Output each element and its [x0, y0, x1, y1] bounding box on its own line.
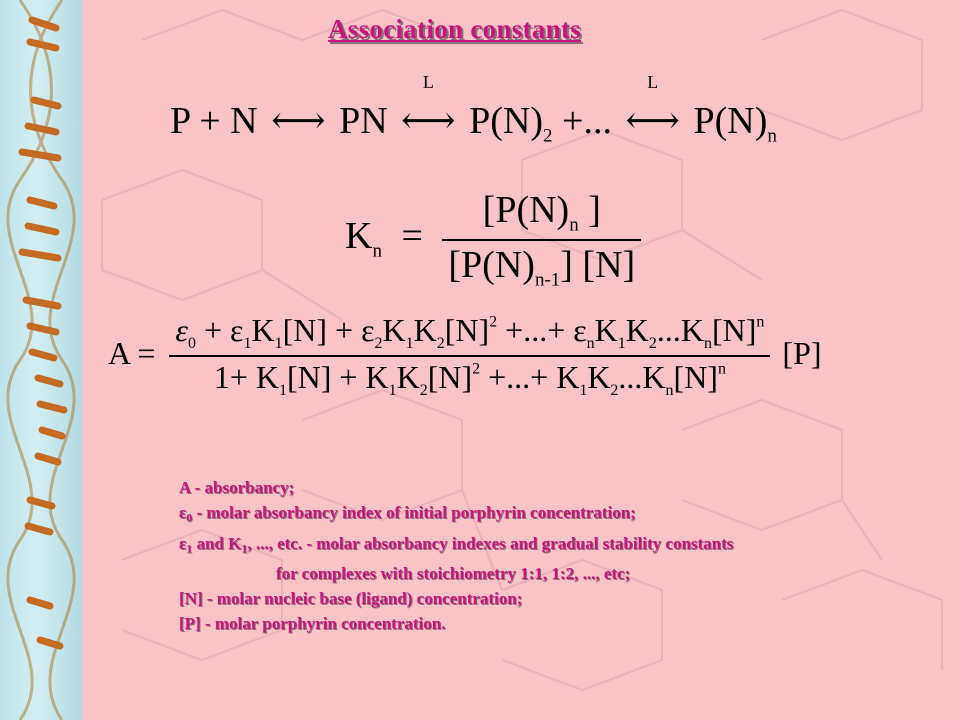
legend-line: [N] - molar nucleic base (ligand) concentration;: [179, 589, 523, 609]
arrow-label: L: [422, 72, 434, 92]
complex-pn2: $P(N)_2$: [469, 100, 553, 147]
kn-denominator: $[P(N)_{n-1}]$ [N]: [448, 243, 636, 291]
equals-sign: =: [401, 215, 423, 258]
kn-lhs: $K_n$: [345, 215, 382, 262]
legend-line: $\varepsilon_1$ and $K_1$, ..., etc. - molar absorbancy indexes and gradual stability constants: [179, 533, 734, 556]
dna-helix-icon: [0, 0, 82, 720]
double-arrow-icon: ⟷ L: [625, 72, 680, 142]
legend-line: A - absorbancy;: [179, 478, 295, 497]
kn-fraction: [442, 188, 641, 291]
fraction-bar: [169, 355, 770, 357]
fraction-bar: [442, 239, 641, 241]
a-lhs: A =: [108, 334, 156, 371]
complex-pn: PN: [339, 100, 388, 142]
complex-pnn: $P(N)_n$: [693, 100, 777, 147]
slide-title: Association constants: [328, 14, 582, 44]
absorbancy-equation: [108, 312, 822, 400]
double-arrow-icon: ⟷ L: [401, 72, 456, 142]
reactants: P + N: [170, 100, 258, 142]
legend-line: [P] - molar porphyrin concentration.: [179, 614, 446, 634]
legend-line: $\varepsilon_0$ - molar absorbancy index of initial porphyrin concentration;: [179, 503, 636, 525]
reaction-scheme: [170, 72, 777, 148]
symbol-legend: [179, 475, 733, 636]
dna-helix-decoration: [0, 0, 82, 720]
legend-line: for complexes with stoichiometry 1:1, 1:2, ..., etc;: [276, 564, 631, 584]
kn-equation: [345, 188, 641, 291]
a-fraction: [169, 312, 770, 400]
kn-numerator: [$P(N)_n$ ]: [482, 189, 601, 236]
plus-ellipsis: +...: [562, 100, 612, 142]
double-arrow-icon: ⟷: [271, 100, 326, 142]
a-numerator: $\varepsilon_0 + \varepsilon_1K_1[N] + \varepsilon_2K_1K_2[N]^2$ +...+ $\varepsilon_nK_1K_2...K_n[N]^n$: [175, 312, 765, 353]
arrow-label: L: [647, 72, 659, 92]
a-denominator: $1+ K_1[N] + K_1K_2[N]^2$ +...+ $K_1K_2...K_n[N]^n$: [213, 359, 726, 400]
a-rhs: [P]: [782, 334, 822, 371]
